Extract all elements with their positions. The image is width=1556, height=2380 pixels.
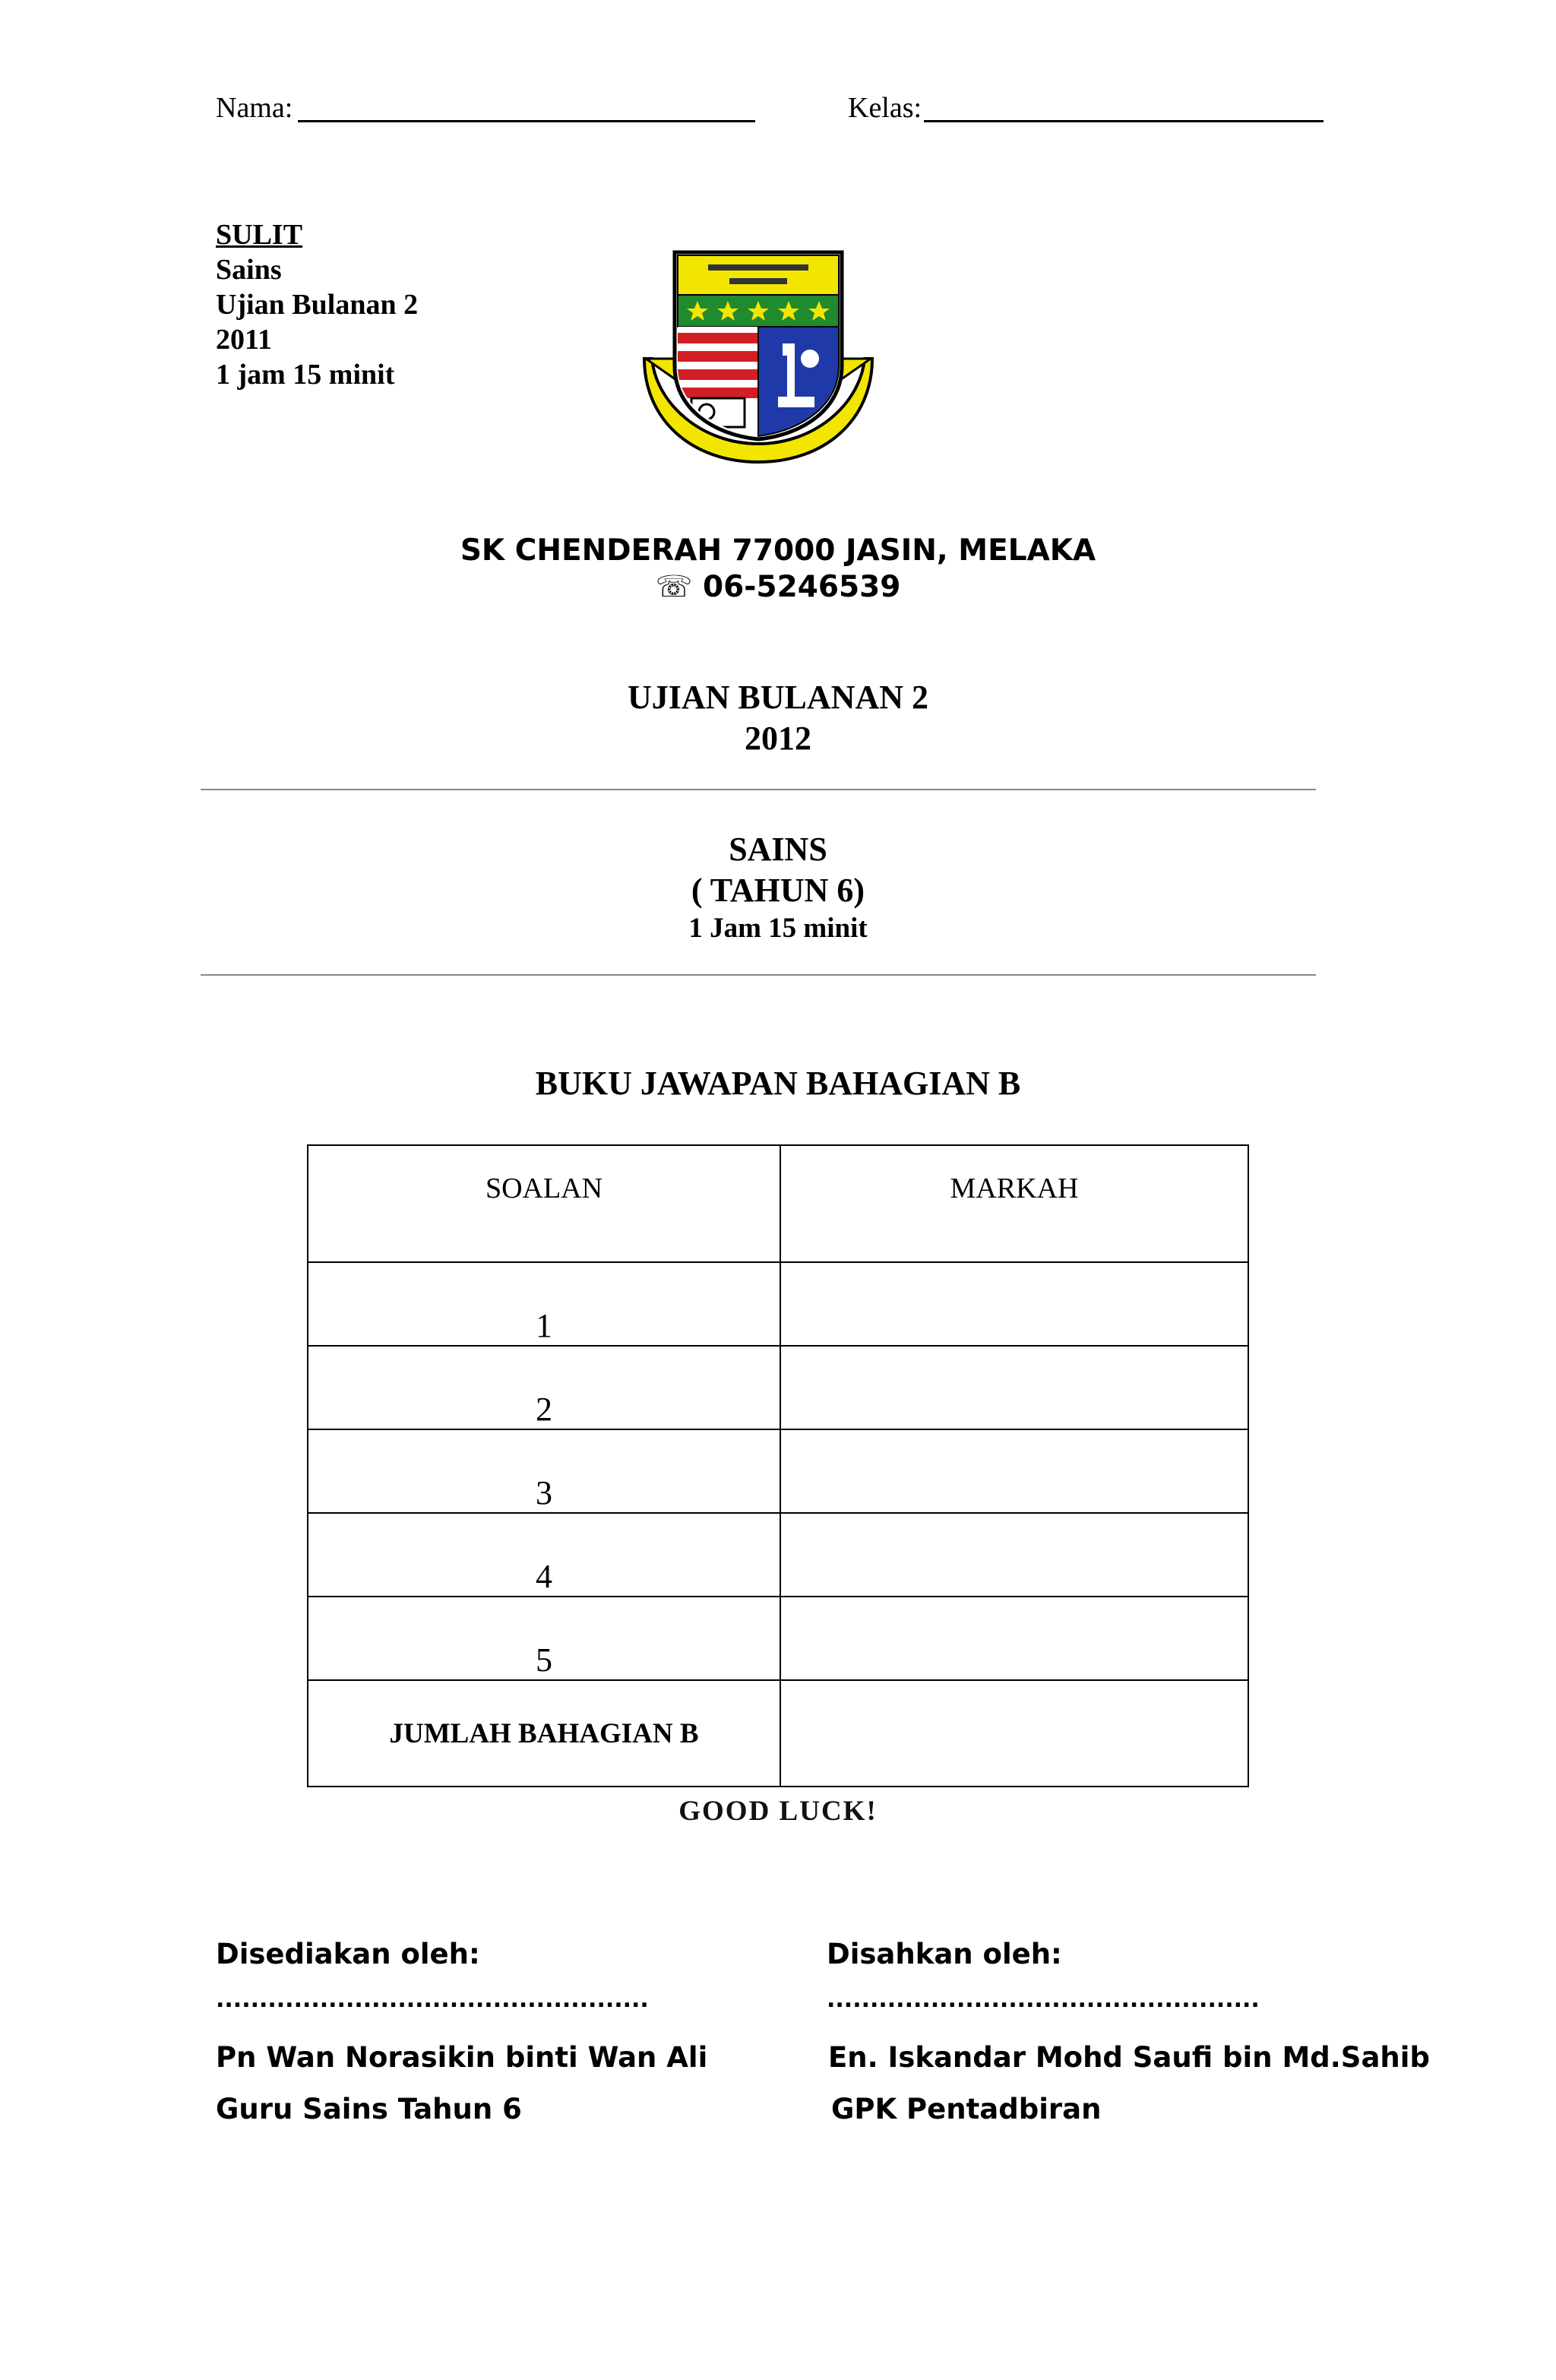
table-row [308, 1513, 1248, 1597]
prepared-by-name: Pn Wan Norasikin binti Wan Ali [216, 2041, 708, 2074]
marks-table [307, 1144, 1249, 1787]
name-field-label: Nama: [216, 92, 293, 124]
approved-by-label: Disahkan oleh: [827, 1938, 1062, 1970]
mark-cell[interactable] [780, 1346, 1248, 1429]
divider-bottom [201, 974, 1316, 976]
school-phone: 06-5246539 [702, 570, 901, 604]
table-row [308, 1346, 1248, 1429]
total-mark-cell[interactable] [780, 1680, 1248, 1787]
table-row [308, 1429, 1248, 1513]
total-label: JUMLAH BAHAGIAN B [308, 1680, 780, 1787]
question-number: 2 [308, 1346, 780, 1429]
exam-year: 2012 [745, 720, 811, 757]
mark-cell[interactable] [780, 1513, 1248, 1597]
mark-cell[interactable] [780, 1429, 1248, 1513]
header-block [216, 217, 418, 392]
class-field-label: Kelas: [848, 92, 922, 124]
answer-book-title: BUKU JAWAPAN BAHAGIAN B [535, 1065, 1021, 1102]
subject-title: SAINS [729, 831, 827, 868]
approved-by-name: En. Iskandar Mohd Saufi bin Md.Sahib [828, 2041, 1430, 2074]
class-field[interactable] [924, 120, 1324, 122]
school-name: SK CHENDERAH 77000 JASIN, MELAKA [460, 533, 1096, 568]
year-label: 2011 [216, 324, 272, 356]
approved-by-dots[interactable]: .................................................. [827, 1986, 1260, 2013]
exam-title: UJIAN BULANAN 2 [627, 679, 929, 716]
question-number: 4 [308, 1513, 780, 1597]
confidential-label: SULIT [216, 219, 303, 251]
mark-cell[interactable] [780, 1597, 1248, 1680]
school-phone-line [0, 570, 1556, 604]
column-header-markah: MARKAH [780, 1145, 1248, 1262]
duration-label: 1 jam 15 minit [216, 359, 395, 391]
question-number: 3 [308, 1429, 780, 1513]
table-total-row [308, 1680, 1248, 1787]
question-number: 5 [308, 1597, 780, 1680]
exam-label: Ujian Bulanan 2 [216, 289, 419, 321]
subject-label: Sains [216, 254, 282, 286]
approved-by-role: GPK Pentadbiran [831, 2093, 1102, 2125]
table-row [308, 1597, 1248, 1680]
prepared-by-role: Guru Sains Tahun 6 [216, 2093, 522, 2125]
subject-duration: 1 Jam 15 minit [688, 913, 868, 944]
prepared-by-label: Disediakan oleh: [216, 1938, 480, 1970]
question-number: 1 [308, 1262, 780, 1346]
good-luck-text: GOOD LUCK! [678, 1796, 878, 1827]
mark-cell[interactable] [780, 1262, 1248, 1346]
column-header-soalan: SOALAN [308, 1145, 780, 1262]
divider-top [201, 789, 1316, 790]
table-header-row [308, 1145, 1248, 1262]
prepared-by-dots[interactable]: .................................................. [216, 1986, 649, 2013]
table-row [308, 1262, 1248, 1346]
school-crest-logo [638, 245, 878, 467]
name-field[interactable] [298, 120, 755, 122]
subject-level: ( TAHUN 6) [691, 872, 865, 909]
phone-icon: ☏ [655, 570, 693, 604]
